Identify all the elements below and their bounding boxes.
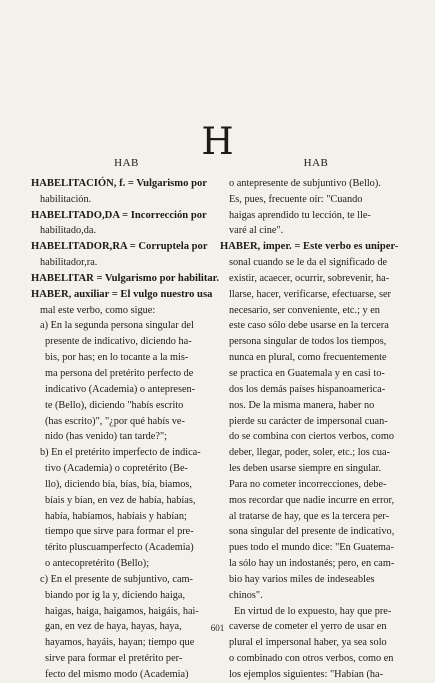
entry-line: hayamos, hayáis, hayan; tiempo que — [45, 637, 195, 649]
entry-line: sona singular del presente de indicativo, — [229, 526, 395, 538]
entry-line: bíais y bían, en vez de había, habías, — [45, 494, 196, 506]
entry-line: tivo (Academia) o copretérito (Be- — [45, 463, 188, 475]
entry-line: persona singular de todos los tiempos, — [229, 336, 387, 348]
entry-line: c) En el presente de subjuntivo, cam- — [40, 573, 193, 585]
entry-line: térito pluscuamperfecto (Academia) — [45, 542, 194, 554]
entry-line: sirve para formar el pretérito per- — [45, 653, 183, 665]
entry-line: llo), diciendo bía, bías, bía, biamos, — [45, 478, 192, 490]
entry-line: chinos". — [229, 589, 263, 601]
entry-line: pierde su carácter de impersonal cuan- — [229, 415, 388, 427]
section-letter: H — [201, 120, 234, 163]
entry-line: Para no cometer incorrecciones, debe- — [229, 478, 387, 490]
entry-line: habilitado,da. — [40, 225, 97, 237]
entry-line: mos recordar que nadie incurre en error, — [229, 494, 395, 506]
entry-line: te (Bello), diciendo "habís escrito — [45, 399, 184, 411]
entry-line: sonal cuando se le da el significado de — [229, 257, 388, 269]
entry-line: o antecopretérito (Bello); — [45, 558, 150, 570]
right-column — [220, 156, 412, 683]
entry-line: HABELITACIÓN, f. = Vulgarismo por — [31, 177, 207, 189]
entry-line: HABELITAR = Vulgarismo por habilitar. — [31, 272, 220, 284]
entry-line: dos los demás países hispanoamerica- — [229, 383, 386, 395]
running-head-right: HAB — [303, 157, 329, 169]
entry-line: b) En el pretérito imperfecto de indica- — [40, 447, 201, 459]
entry-line: pues todo el mundo dice: "En Guatema- — [229, 542, 394, 554]
entry-line: deber, llegar, poder, soler, etc.; los cua- — [229, 447, 391, 459]
entry-line: existir, acaecer, ocurrir, sobrevenir, ha- — [229, 272, 390, 284]
entry-line: nos. De la misma manera, haber no — [229, 399, 375, 411]
entry-line: (has escrito)", "¿por qué habís ve- — [45, 415, 185, 427]
entry-line: presente de indicativo, diciendo ha- — [45, 336, 192, 348]
entry-line: HABER, auxiliar = El vulgo nuestro usa — [31, 288, 213, 300]
entry-line: la sólo hay un indostanés; pero, en cam- — [229, 558, 395, 570]
running-head-left: HAB — [114, 157, 139, 169]
entry-line: varé al cine". — [229, 225, 284, 237]
left-column — [31, 156, 222, 683]
entry-line: necesario, ser conveniente, etc.; y en — [229, 304, 380, 316]
entry-line: o antepresente de subjuntivo (Bello). — [229, 177, 381, 189]
entry-line: haigas aprendido tu lección, te lle- — [229, 209, 371, 221]
entry-line: les deben usarse siempre en singular. — [229, 463, 382, 475]
entry-line: o combinado con otros verbos, como en — [229, 653, 394, 665]
entry-line: nido (has venido) tan tarde?"; — [45, 431, 168, 443]
entry-line: llarse, hacer, verificarse, efectuarse, ser — [229, 288, 391, 300]
entry-line: biando por ig la y, diciendo haiga, — [45, 589, 186, 601]
entry-line: haigas, haiga, haigamos, haigáis, hai- — [45, 605, 199, 617]
entry-line: tiempo que sirve para formar el pre- — [45, 526, 194, 538]
entry-line: indicativo (Academia) o antepresen- — [45, 383, 196, 395]
entry-line: caverse de cometer el yerro de usar en — [229, 621, 387, 633]
entry-line: se practica en Guatemala y en casi to- — [229, 367, 385, 379]
entry-line: había, habíamos, habíais y habían; — [45, 510, 187, 522]
entry-line: nunca en plural, como frecuentemente — [229, 352, 387, 364]
entry-line: al tratarse de hay, que es la tercera per- — [229, 510, 390, 522]
entry-line: a) En la segunda persona singular del — [40, 320, 194, 332]
entry-line: HABER, imper. = Este verbo es uniper- — [220, 241, 399, 253]
entry-line: bis, por has; en lo tocante a la mis- — [45, 352, 189, 364]
entry-line: HABELITADO,DA = Incorrección por — [31, 209, 207, 221]
entry-line: plural el impersonal haber, ya sea solo — [229, 637, 387, 649]
entry-line: este caso sólo debe usarse en la tercera — [229, 320, 389, 332]
entry-line: habilitación. — [40, 193, 92, 205]
entry-line: mal este verbo, como sigue: — [40, 304, 156, 316]
entry-line: gan, en vez de haya, hayas, haya, — [45, 621, 182, 633]
entry-line: bio hay varios miles de indeseables — [229, 573, 375, 585]
entry-line: los ejemplos siguientes: "Habían (ha- — [229, 669, 384, 680]
entry-line: habilitador,ra. — [40, 257, 98, 269]
entry-line: do se combina con ciertos verbos, como — [229, 431, 394, 443]
entry-line: HABELITADOR,RA = Corruptela por — [31, 241, 208, 253]
entry-line: Es, pues, frecuente oír: "Cuando — [229, 193, 363, 205]
entry-line: ma persona del pretérito perfecto de — [45, 367, 194, 379]
page-number: 601 — [210, 623, 225, 633]
entry-line: En virtud de lo expuesto, hay que pre- — [234, 605, 392, 617]
entry-line: fecto del mismo modo (Academia) — [45, 669, 189, 680]
